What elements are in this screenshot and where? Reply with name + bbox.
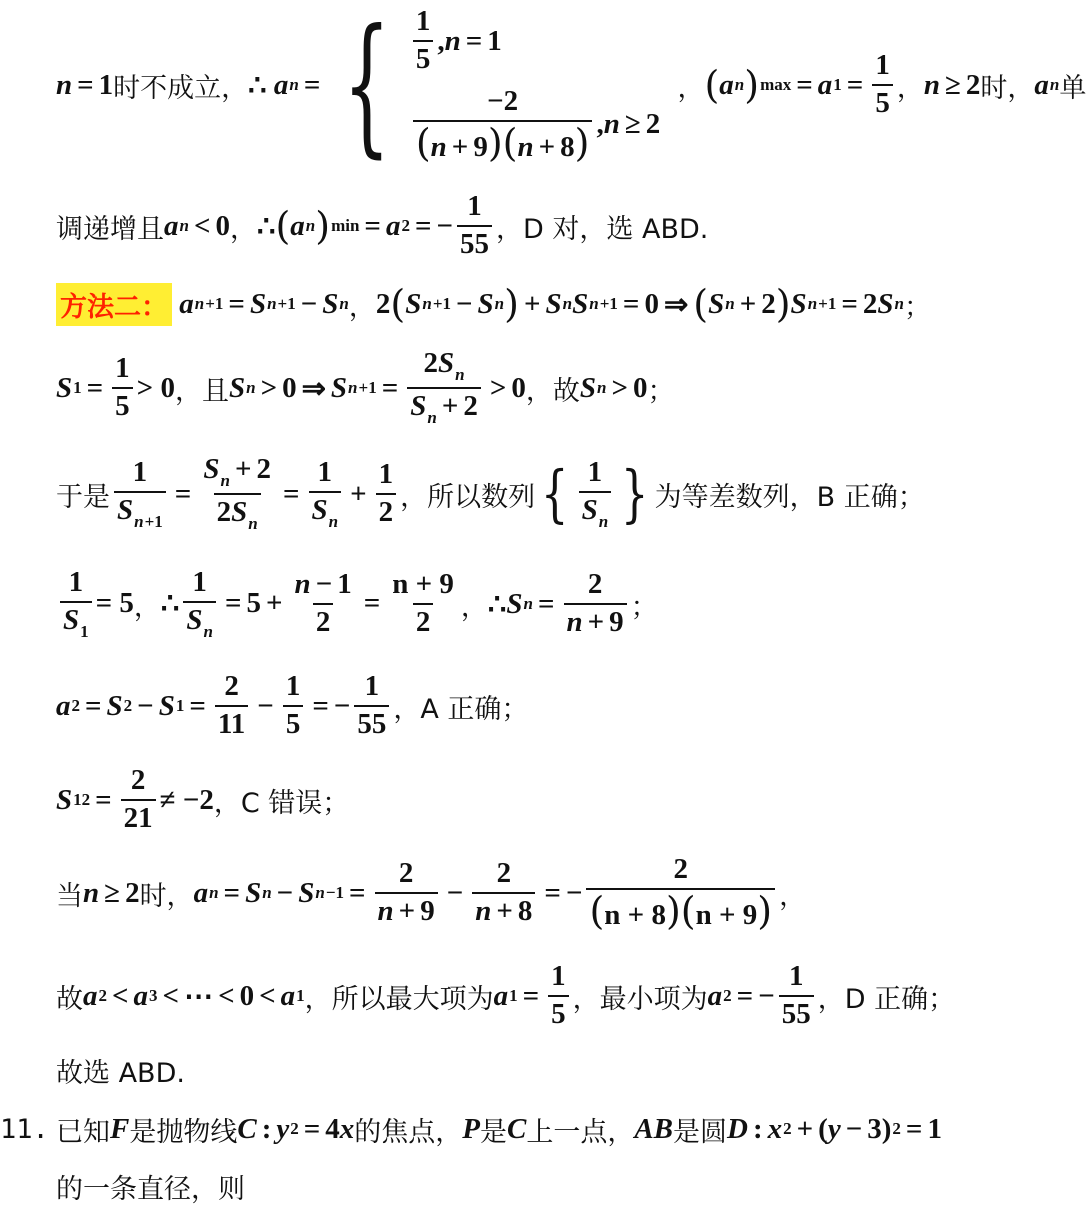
line-7: a 2 = S 2 − S 1 = $\frac{2}{11}$ − $\frac{1}{5}$ = − $\frac{1}{55}$ ，A 正确； [56, 670, 529, 740]
line-10: 故 a 2 < a 3 < ⋯ < 0 < a 1 ，所以最大项为 a 1 = $\frac{1}{5}$ ，最小项为 a 2 = − $\frac{1}{55}$ ，D 正确； [56, 960, 956, 1030]
math-s12: S 12 = $\frac{2}{21}$ ≠ −2 [56, 764, 214, 834]
question-11: 11. 已知 F 是抛物线 C : y 2 = 4 x 的焦点， P 是 C 上一点， AB 是圆 D : x 2 + ( y − 3) 2 = 1 [0, 1112, 942, 1148]
math-s1: S 1 = $\frac{1}{5}$ > 0 [56, 352, 175, 422]
math-order: a 2 < a 3 < ⋯ < 0 < a 1 [83, 979, 305, 1013]
math-parabola: C : y 2 = 4 x [237, 1112, 355, 1145]
math-equation-2: 2 ( S n +1 − S n ) + S n S n +1 = 0 ⇒ ( S n + 2 ) S n +1 = 2 S n [375, 282, 904, 326]
question-number: 11. [0, 1113, 49, 1145]
math-a2: a 2 = S 2 − S 1 = $\frac{2}{11}$ − $\frac{1}{5}$ = − $\frac{1}{55}$ [56, 671, 393, 741]
math-an-min: ∴ ( a n ) min = a 2 = − $\frac{1}{55}$ [257, 191, 496, 261]
math-n-eq-1: n = 1 [56, 68, 114, 101]
math-max-term: a 1 = $\frac{1}{5}$ [494, 961, 573, 1031]
math-one-over-sn: ∴ $\frac{1}{S_n}$ = 5 + $\frac{n - 1}{2}$ = $\frac{n + 9}{2}$ [160, 565, 454, 641]
line-6: $\frac{1}{S_1}$ = 5 ， ∴ $\frac{1}{S_n}$ = 5 + $\frac{n - 1}{2}$ = $\frac{n + 9}{2}$ ， ∴ S n = $\frac{2}{n + 9}$ ； [56, 562, 1072, 646]
line-5: 于是 $\frac{1}{S_{n+1}}$ = $\frac{S_n + 2}{2S_n}$ = $\frac{1}{S_n}$ + $\frac{1}{2}$ ，所以数列 { $\frac{1}{S_n}$ } 为等差数列，B 正确； [56, 453, 925, 533]
line-3: 方法二： a n +1 = S n +1 − S n ， 2 ( S n +1 − S n ) + S n S n +1 = 0 ⇒ ( S n + 2 ) S n +1 = 2 S n ； [56, 276, 1072, 332]
math-an-max: ( a n ) max = a 1 = $\frac{1}{5}$ [704, 50, 896, 120]
line-8: S 12 = $\frac{2}{21}$ ≠ −2 ，C 错误； [56, 764, 350, 834]
line-9: 当 n ≥ 2 时， a n = S n − S n −1 = $\frac{2}{n + 9}$ − $\frac{2}{n + 8}$ = − $\frac{2}{(n + 8)(n + 9)}$ ， [56, 853, 807, 933]
line-2: 调递增且 a n < 0 ， ∴ ( a n ) min = a 2 = − $\frac{1}{55}$ ，D 对，选 ABD. [56, 190, 709, 260]
math-an-general: a n = S n − S n −1 = $\frac{2}{n + 9}$ − $\frac{2}{n + 8}$ = − $\frac{2}{(n + 8)(n + 9)}$ [194, 854, 780, 932]
math-reciprocal: $\frac{1}{S_{n+1}}$ = $\frac{S_n + 2}{2S_n}$ = $\frac{1}{S_n}$ + $\frac{1}{2}$ [110, 454, 400, 533]
math-min-term: a 2 = − $\frac{1}{55}$ [708, 961, 818, 1031]
question-11-cont: 的一条直径，则 [56, 1173, 245, 1205]
method-two-label: 方法二： [56, 283, 172, 326]
math-sn-positive: S n > 0 ⇒ S n +1 = $\frac{2S_n}{S_n + 2}$ > 0 [228, 347, 526, 427]
math-n-ge-2: n ≥ 2 [923, 68, 981, 101]
math-circle: D : x 2 + ( y − 3) 2 = 1 [727, 1112, 942, 1145]
line-11: 故选 ABD. [56, 1057, 185, 1089]
math-recurrence: a n +1 = S n +1 − S n [179, 287, 349, 320]
math-one-over-s1: $\frac{1}{S_1}$ = 5 [56, 567, 134, 642]
piecewise-cases: { $\frac{1}{5}$ ,n = 1 $\frac{-2}{(n + 9)(n + 8)}$ ,n ≥ 2 [343, 0, 661, 172]
math-seq-set: { $\frac{1}{S_n}$ } [541, 455, 649, 531]
math-sn-formula: ∴ S n = $\frac{2}{n + 9}$ [488, 569, 631, 639]
line-1: n = 1 时不成立， ∴ a n = { $\frac{1}{5}$ ,n = 1 $\frac{-2}{(n + 9)(n + 8)}$ ,n ≥ 2 ， ( a n ) max = a 1 = $\frac{1}{5}$ ， n ≥ 2 时， a n 单 [56, 0, 1086, 172]
math-an-cases: ∴ a n = { $\frac{1}{5}$ ,n = 1 $\frac{-2}{(n + 9)(n + 8)}$ ,n ≥ 2 [248, 0, 661, 172]
text: 时不成立， [113, 72, 249, 104]
line-4: S 1 = $\frac{1}{5}$ > 0 ，且 S n > 0 ⇒ S n +1 = $\frac{2S_n}{S_n + 2}$ > 0 ，故 S n > 0 ； [56, 347, 675, 427]
